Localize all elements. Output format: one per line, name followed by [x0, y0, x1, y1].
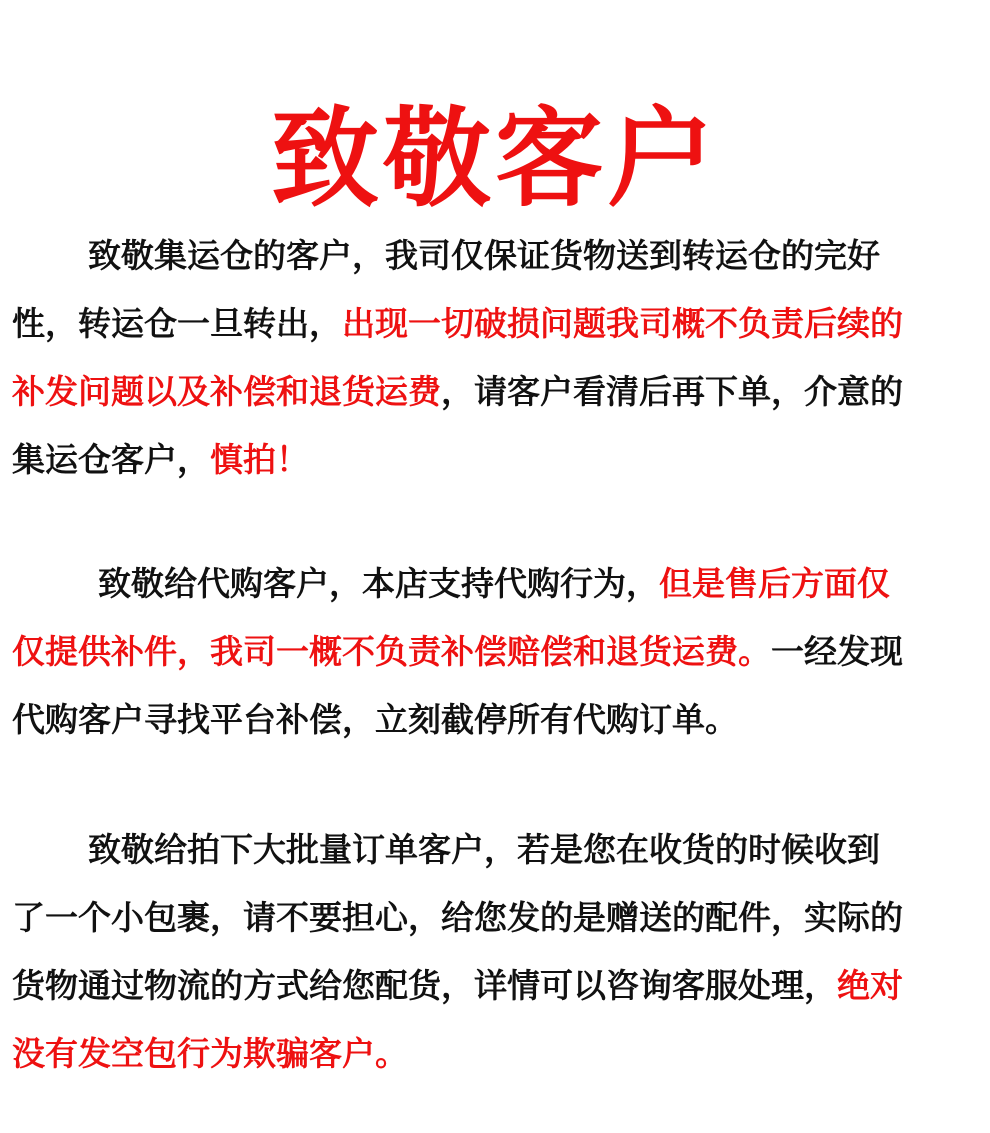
- paragraph-line: [12, 290, 978, 358]
- text-normal: 致敬集运仓的客户，我司仅保证货物送到转运仓的完好: [88, 236, 880, 275]
- text-normal: 货物通过物流的方式给您配货，详情可以咨询客服处理，: [12, 966, 837, 1005]
- text-normal: 集运仓客户，: [12, 440, 210, 479]
- text-highlight: 补发问题以及补偿和退货运费: [12, 372, 441, 411]
- text-highlight: 仅提供补件，我司一概不负责补偿赔偿和退货运费。: [12, 632, 771, 671]
- text-normal: 一经发现: [771, 632, 903, 671]
- paragraph-line: [12, 686, 978, 754]
- paragraph-line: [12, 816, 978, 884]
- section-purchasing-agent: [12, 550, 978, 754]
- paragraph-line: [12, 550, 978, 618]
- text-normal: 致敬给拍下大批量订单客户，若是您在收货的时候收到: [88, 830, 880, 869]
- text-normal: 代购客户寻找平台补偿，立刻截停所有代购订单。: [12, 700, 738, 739]
- text-normal: 了一个小包裹，请不要担心，给您发的是赠送的配件，实际的: [12, 898, 903, 937]
- text-highlight: 但是售后方面仅: [659, 564, 890, 603]
- text-normal: 性，转运仓一旦转出，: [12, 304, 342, 343]
- text-highlight: 没有发空包行为欺骗客户。: [12, 1034, 408, 1073]
- paragraph-line: [12, 358, 978, 426]
- paragraph-line: [12, 1020, 978, 1088]
- paragraph-line: [12, 426, 978, 494]
- text-highlight: 绝对: [837, 966, 903, 1005]
- paragraph-line: [12, 222, 978, 290]
- paragraph-line: [12, 884, 978, 952]
- text-highlight: 出现一切破损问题我司概不负责后续的: [342, 304, 903, 343]
- paragraph-line: [12, 952, 978, 1020]
- section-consolidation-warehouse: [12, 222, 978, 494]
- text-normal: 致敬给代购客户，本店支持代购行为，: [98, 564, 659, 603]
- text-highlight: 慎拍！: [210, 440, 309, 479]
- text-normal: ，请客户看清后再下单，介意的: [441, 372, 903, 411]
- section-bulk-order: [12, 816, 978, 1088]
- paragraph-line: [12, 618, 978, 686]
- page-title: 致敬客户: [270, 97, 719, 223]
